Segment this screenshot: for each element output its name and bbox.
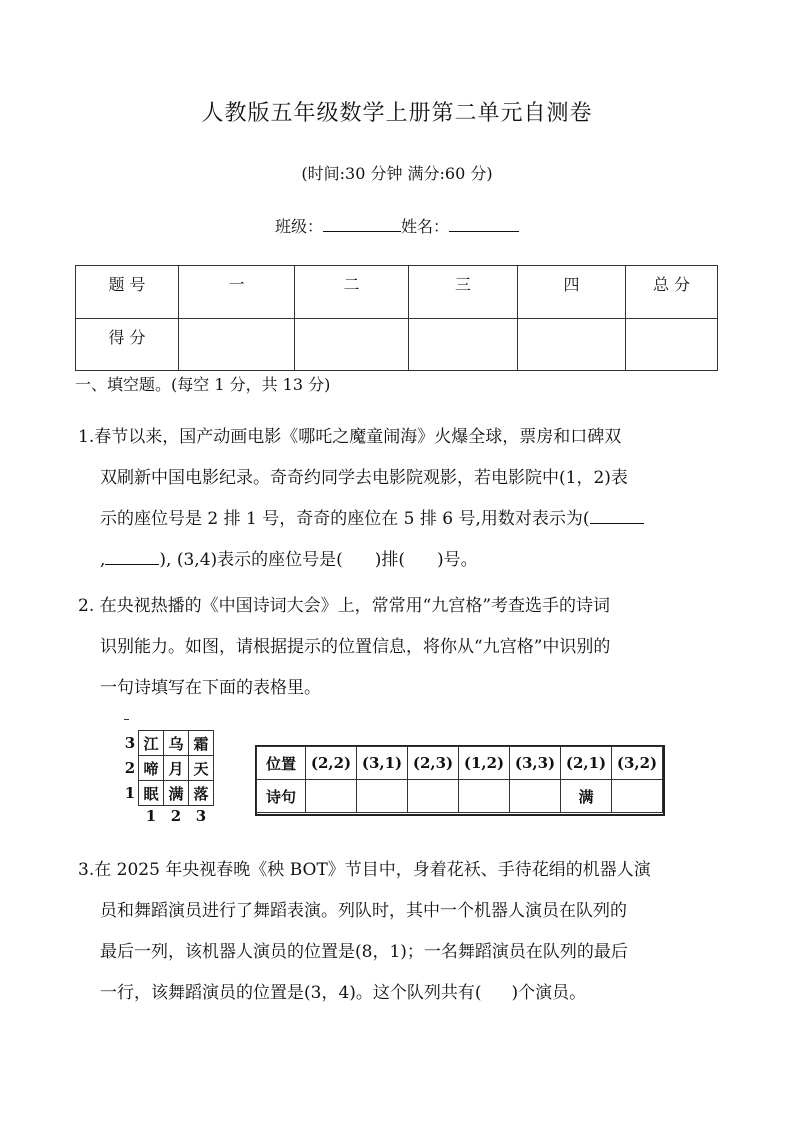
score-cell[interactable] — [295, 318, 409, 371]
exam-info: (时间:30 分钟 满分:60 分) — [301, 164, 493, 183]
score-cell[interactable] — [409, 318, 518, 371]
poem-cell[interactable] — [357, 780, 408, 813]
header-cell: 一 — [179, 266, 295, 319]
q3-text: 一行，该舞蹈演员的位置是(3，4)。这个队列共有( — [100, 983, 482, 1003]
header-cell: 四 — [518, 266, 626, 319]
class-name-line — [0, 214, 794, 237]
q1-text: )号。 — [437, 550, 478, 570]
position-cell: (3,1) — [357, 747, 408, 780]
column-number: 2 — [170, 807, 182, 825]
grid-row — [122, 756, 214, 781]
row-number: 3 — [124, 734, 136, 752]
q1-text: 示的座位号是 2 排 1 号，奇奇的座位在 5 排 6 号,用数对表示为( — [100, 509, 590, 529]
q1-line: 1.春节以来，国产动画电影《哪吒之魔童闹海》火爆全球，票房和口碑双 — [78, 427, 622, 447]
nine-grid — [122, 730, 214, 826]
position-row — [257, 747, 663, 780]
header-cell: 三 — [409, 266, 518, 319]
position-cell: (2,3) — [408, 747, 459, 780]
poem-cell[interactable] — [408, 780, 459, 813]
position-cell: (2,2) — [306, 747, 357, 780]
score-row — [76, 318, 718, 371]
q3-line — [78, 973, 720, 1014]
question-3 — [78, 850, 720, 1014]
poem-cell[interactable] — [612, 780, 663, 813]
name-label: 姓名： — [401, 217, 450, 236]
corner — [122, 806, 139, 827]
section-heading: 一、填空题。(每空 1 分，共 13 分) — [75, 375, 331, 394]
position-cell: (2,1) — [561, 747, 612, 780]
grid-cell: 月 — [164, 756, 189, 781]
name-blank[interactable] — [449, 215, 519, 232]
poem-cell: 满 — [561, 780, 612, 813]
q3-line: 最后一列，该机器人演员的位置是(8，1)；一名舞蹈演员在队列的最后 — [100, 942, 628, 962]
q3-line: 员和舞蹈演员进行了舞蹈表演。列队时，其中一个机器人演员在队列的 — [100, 901, 627, 921]
grid-cell: 霜 — [189, 731, 214, 756]
grid-cell: 江 — [139, 731, 164, 756]
poem-cell[interactable] — [510, 780, 561, 813]
q1-line: 双刷新中国电影纪录。奇奇约同学去电影院观影，若电影院中(1，2)表 — [100, 468, 628, 488]
grid-cell: 眠 — [139, 781, 164, 806]
poem-cell[interactable] — [459, 780, 510, 813]
score-cell[interactable] — [626, 318, 718, 371]
question-2 — [78, 586, 720, 709]
q2-line: 一句诗填写在下面的表格里。 — [100, 678, 321, 698]
q1-text: , — [100, 550, 106, 570]
grid-cell: 啼 — [139, 756, 164, 781]
q2-line: 2. 在央视热播的《中国诗词大会》上，常常用“九宫格”考查选手的诗词 — [78, 596, 611, 616]
position-cell: (3,2) — [612, 747, 663, 780]
row-number: 2 — [124, 759, 136, 777]
q3-text: )个演员。 — [511, 983, 587, 1003]
axis-tick — [124, 719, 129, 720]
grid-cell: 落 — [189, 781, 214, 806]
position-cell: (1,2) — [459, 747, 510, 780]
q2-line: 识别能力。如图，请根据提示的位置信息，将你从“九宫格”中识别的 — [100, 637, 611, 657]
column-number: 3 — [195, 807, 207, 825]
position-table — [256, 746, 663, 813]
q3-line: 3.在 2025 年央视春晚《秧 BOT》节目中，身着花袄、手待花绢的机器人演 — [78, 860, 651, 880]
header-cell: 二 — [295, 266, 409, 319]
grid-cell: 满 — [164, 781, 189, 806]
q1-blank-row[interactable] — [590, 506, 644, 524]
poem-row — [257, 780, 663, 813]
q1-line — [78, 540, 720, 581]
header-cell: 题 号 — [76, 266, 179, 319]
page-title: 人教版五年级数学上册第二单元自测卷 — [201, 101, 593, 126]
grid-row — [122, 781, 214, 806]
grid-cell: 天 — [189, 756, 214, 781]
score-cell[interactable] — [518, 318, 626, 371]
score-table — [75, 265, 718, 371]
poem-cell[interactable] — [306, 780, 357, 813]
q1-line — [78, 499, 720, 540]
question-1 — [78, 417, 720, 581]
q1-text: ), (3,4)表示的座位号是( — [159, 550, 343, 570]
column-numbers — [122, 806, 214, 827]
q1-blank-col[interactable] — [105, 547, 159, 565]
position-cell: (3,3) — [510, 747, 561, 780]
column-number: 1 — [145, 807, 157, 825]
score-cell[interactable] — [179, 318, 295, 371]
class-blank[interactable] — [323, 215, 401, 232]
row-number: 1 — [124, 784, 136, 802]
class-label: 班级： — [274, 217, 323, 236]
score-header-row — [76, 266, 718, 319]
grid-row — [122, 731, 214, 756]
q1-text: )排( — [374, 550, 406, 570]
poem-label: 诗句 — [257, 780, 306, 813]
grid-cell: 乌 — [164, 731, 189, 756]
header-cell: 总 分 — [626, 266, 718, 319]
score-row-label: 得 分 — [76, 318, 179, 371]
position-label: 位置 — [257, 747, 306, 780]
